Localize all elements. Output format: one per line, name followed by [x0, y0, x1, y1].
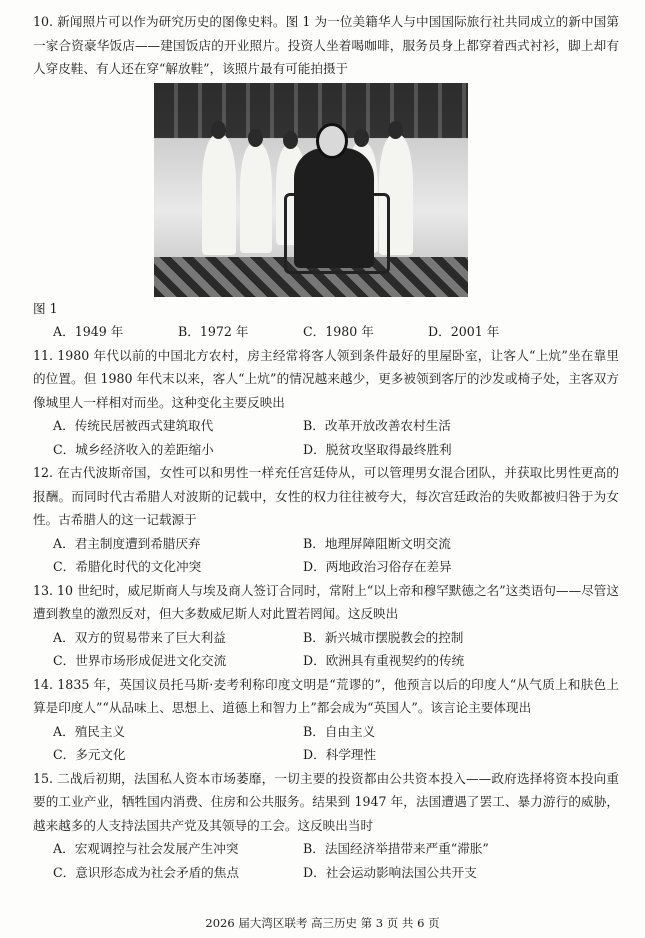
- question-12: [33, 461, 619, 579]
- option-b[interactable]: B．1972 年: [178, 324, 249, 339]
- question-14-stem: 14. 1835 年，英国议员托马斯·麦考利称印度文明是“荒谬的”，他预言以后的印度人“从气质上和肤色上算是印度人”“从品味上、思想上、道德上和智力上”都会成为“英国人”。该言论主要体现出: [33, 676, 619, 715]
- photo-seated-investor: [294, 148, 374, 268]
- option-c[interactable]: C．城乡经济收入的差距缩小: [53, 441, 214, 457]
- option-c[interactable]: C．世界市场形成促进文化交流: [53, 653, 227, 668]
- question-11: [33, 344, 619, 462]
- photo-waiter: [240, 143, 272, 253]
- option-d[interactable]: D．两地政治习俗存在差异: [303, 559, 452, 574]
- figure-1-caption: 图 1: [33, 300, 58, 316]
- option-a[interactable]: A．君主制度遭到希腊厌弃: [53, 535, 201, 551]
- question-15-options: [33, 837, 619, 884]
- photo-investor-head: [316, 123, 348, 159]
- option-a[interactable]: A．传统民居被西式建筑取代: [53, 418, 214, 433]
- question-11-stem: 11. 1980 年代以前的中国北方农村，房主经常将客人领到条件最好的里屋卧室，让客人“上炕”坐在靠里的位置。但 1980 年代末以来，客人“上炕”的情况越来越少，更多被领到客厅的沙发或椅子处，主客双方像城里人一样相对而坐。这种变化主要反映出: [33, 347, 619, 410]
- option-b[interactable]: B．自由主义: [303, 723, 376, 739]
- option-d[interactable]: D．2001 年: [428, 324, 500, 339]
- question-10-stem: 10. 新闻照片可以作为研究历史的图像史料。图 1 为一位美籍华人与中国国际旅行社共同成立的新中国第一家合资豪华饭店——建国饭店的开业照片。投资人坐着喝咖啡，服务员身上都穿着西式衬衫，脚上却有人穿皮鞋、有人还在穿“解放鞋”，该照片最有可能拍摄于: [33, 14, 619, 76]
- option-a[interactable]: A．殖民主义: [53, 723, 126, 739]
- option-b[interactable]: B．新兴城市摆脱教会的控制: [303, 629, 464, 645]
- photo-waiter-head: [248, 129, 263, 147]
- option-d[interactable]: D．脱贫攻坚取得最终胜利: [303, 441, 452, 457]
- photo-ceiling: [154, 83, 468, 138]
- option-d[interactable]: D．欧洲具有重视契约的传统: [303, 653, 465, 668]
- question-12-options: [33, 532, 619, 579]
- photo-waiter-head: [283, 131, 298, 149]
- question-13-stem: 13. 10 世纪时，威尼斯商人与埃及商人签订合同时，常附上“以上帝和穆罕默德之名”这类语句——尽管这遭到教皇的激烈反对，但大多数威尼斯人对此置若罔闻。这反映出: [33, 582, 619, 621]
- option-a[interactable]: A．宏观调控与社会发展产生冲突: [53, 841, 239, 856]
- option-c[interactable]: C．意识形态成为社会矛盾的焦点: [53, 864, 239, 880]
- question-10-options: [33, 320, 619, 344]
- option-b[interactable]: B．改革开放改善农村生活: [303, 418, 451, 433]
- question-15-stem: 15. 二战后初期，法国私人资本市场萎靡，一切主要的投资都由公共资本投入——政府选择将资本投向重要的工业产业，牺牲国内消费、住房和公共服务。结果到 1947 年，法国遭遇了罢工、暴力游行的威胁，越来越多的人支持法国共产党及其领导的工会。这反映出当时: [33, 770, 619, 833]
- option-d[interactable]: D．科学理性: [303, 747, 377, 762]
- option-d[interactable]: D．社会运动影响法国公共开支: [303, 864, 477, 880]
- page-footer: 2026 届大湾区联考 高三历史 第 3 页 共 6 页: [205, 916, 440, 930]
- photo-waiter: [202, 135, 236, 255]
- option-a[interactable]: A．1949 年: [53, 324, 124, 339]
- photo-waiter-head: [211, 121, 226, 139]
- option-a[interactable]: A．双方的贸易带来了巨大利益: [53, 629, 226, 645]
- question-14-options: [33, 720, 619, 767]
- option-c[interactable]: C．希腊化时代的文化冲突: [53, 559, 202, 574]
- option-c[interactable]: C．多元文化: [53, 747, 126, 762]
- question-10: [33, 10, 619, 344]
- exam-page: [33, 10, 619, 884]
- question-15: [33, 767, 619, 885]
- option-b[interactable]: B．地理屏障阻断文明交流: [303, 535, 451, 551]
- question-11-options: [33, 414, 619, 461]
- question-12-stem: 12. 在古代波斯帝国，女性可以和男性一样充任宫廷侍从，可以管理男女混合团队，并获取比男性更高的报酬。而同时代古希腊人对波斯的记载中，女性的权力往往被夸大，每次宫廷政治的失败都被归咎于为女性。古希腊人的这一记载源于: [33, 465, 619, 527]
- question-13-options: [33, 626, 619, 673]
- photo-waiter-head: [354, 129, 369, 147]
- photo-waiter-head: [388, 121, 403, 139]
- option-b[interactable]: B．法国经济举措带来严重“滞胀”: [303, 841, 489, 856]
- question-14: [33, 673, 619, 767]
- figure-1-photo: [154, 83, 468, 297]
- option-c[interactable]: C．1980 年: [303, 324, 374, 339]
- question-13: [33, 579, 619, 673]
